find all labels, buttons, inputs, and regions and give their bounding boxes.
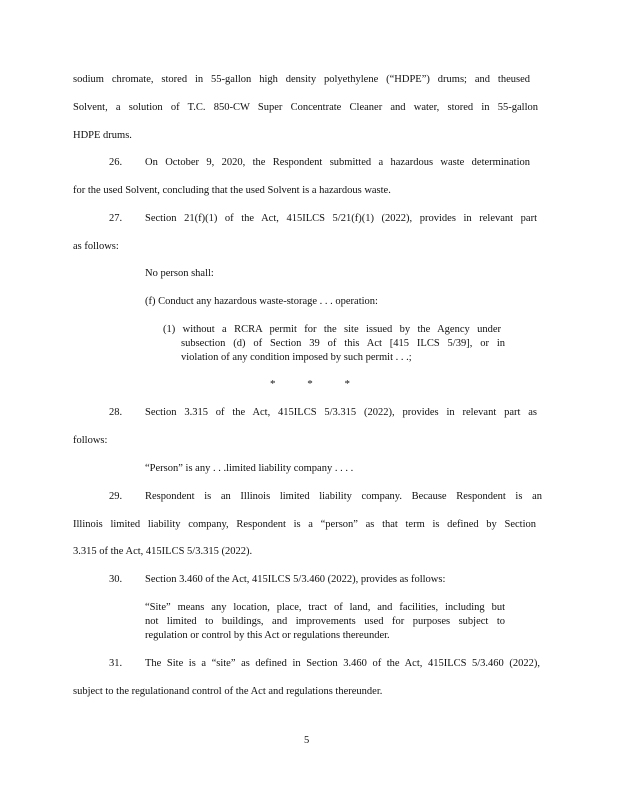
star: * — [270, 378, 276, 390]
text-line: Section 21(f)(1) of the Act, 415ILCS 5/21(f)(1) (2022), provides in relevant part — [145, 213, 537, 224]
text-line: Section 3.315 of the Act, 415ILCS 5/3.315 (2022), provides in relevant part as — [145, 407, 537, 418]
paragraph-number: 28. — [109, 407, 123, 418]
page-number: 5 — [304, 735, 310, 746]
quoted-text: (f) Conduct any hazardous waste-storage . . . operation: — [145, 296, 378, 307]
paragraph-number: 31. — [109, 658, 123, 669]
text-line: On October 9, 2020, the Respondent submitted a hazardous waste determination — [145, 157, 530, 168]
star: * — [307, 378, 313, 390]
text-line: follows: — [73, 435, 108, 446]
text-line: for the used Solvent, concluding that the used Solvent is a hazardous waste. — [73, 185, 391, 196]
quoted-text: “Site” means any location, place, tract of land, and facilities, including but — [145, 602, 505, 613]
paragraph-number: 27. — [109, 213, 123, 224]
paragraph-number: 29. — [109, 491, 123, 502]
text-line: HDPE drums. — [73, 130, 132, 141]
quoted-text: regulation or control by this Act or regulations thereunder. — [145, 630, 390, 641]
text-line: sodium chromate, stored in 55-gallon high density polyethylene (“HDPE”) drums; and theused — [73, 74, 530, 85]
paragraph-number: 26. — [109, 157, 123, 168]
text-line: Solvent, a solution of T.C. 850-CW Super Concentrate Cleaner and water, stored in 55-gallon — [73, 102, 538, 113]
text-line: subject to the regulationand control of the Act and regulations thereunder. — [73, 686, 383, 697]
text-line: The Site is a “site” as defined in Section 3.460 of the Act, 415ILCS 5/3.460 (2022), — [145, 658, 540, 669]
quoted-text: not limited to buildings, and improvements used for purposes subject to — [145, 616, 505, 627]
text-line: Respondent is an Illinois limited liability company. Because Respondent is an — [145, 491, 542, 502]
section-break-stars — [270, 378, 350, 390]
quoted-text: No person shall: — [145, 268, 214, 279]
text-line: 3.315 of the Act, 415ILCS 5/3.315 (2022). — [73, 546, 253, 557]
quoted-text: violation of any condition imposed by such permit . . .; — [181, 352, 412, 363]
quoted-text: (1) without a RCRA permit for the site issued by the Agency under — [163, 324, 501, 335]
star: * — [344, 378, 350, 390]
paragraph-number: 30. — [109, 574, 123, 585]
text-line: Illinois limited liability company, Respondent is a “person” as that term is defined by Section — [73, 519, 536, 530]
text-line: Section 3.460 of the Act, 415ILCS 5/3.460 (2022), provides as follows: — [145, 574, 446, 585]
text-line: as follows: — [73, 241, 119, 252]
quoted-text: subsection (d) of Section 39 of this Act [415 ILCS 5/39], or in — [181, 338, 505, 349]
quoted-text: “Person” is any . . .limited liability company . . . . — [145, 463, 354, 474]
